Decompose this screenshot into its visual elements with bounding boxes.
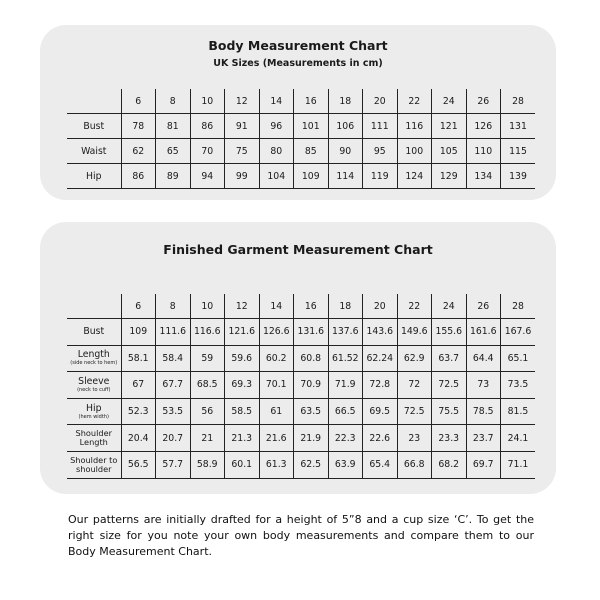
size-header-cell: 12: [225, 294, 260, 319]
size-header-cell: 14: [259, 294, 294, 319]
value-cell: 167.6: [501, 319, 536, 346]
size-header-cell: 6: [121, 89, 156, 114]
value-cell: 75.5: [432, 398, 467, 425]
value-cell: 62.24: [363, 345, 398, 372]
row-label: Bust: [83, 326, 105, 338]
size-header-cell: 14: [259, 89, 294, 114]
row-label-cell: [67, 398, 121, 425]
table-row: [67, 372, 535, 399]
size-header-cell: 26: [466, 89, 501, 114]
value-cell: 64.4: [466, 345, 501, 372]
row-label: Shoulder to shoulder: [70, 454, 118, 474]
row-label: Hip: [86, 170, 102, 182]
row-label-cell: [67, 345, 121, 372]
value-cell: 78: [121, 114, 156, 139]
corner-cell: [67, 89, 121, 114]
value-cell: 57.7: [156, 451, 191, 478]
value-cell: 111.6: [156, 319, 191, 346]
value-cell: 129: [432, 164, 467, 189]
value-cell: 71.9: [328, 372, 363, 399]
table-row: [67, 425, 535, 452]
size-header-cell: 16: [294, 294, 329, 319]
size-header-cell: 20: [363, 89, 398, 114]
value-cell: 70: [190, 139, 225, 164]
size-header-cell: 16: [294, 89, 329, 114]
size-header-row: [67, 294, 535, 319]
value-cell: 86: [190, 114, 225, 139]
value-cell: 22.3: [328, 425, 363, 452]
value-cell: 56.5: [121, 451, 156, 478]
size-header-cell: 18: [328, 89, 363, 114]
row-label-cell: [67, 139, 121, 164]
row-label: Hip: [86, 402, 102, 414]
size-header-cell: 8: [156, 294, 191, 319]
value-cell: 106: [328, 114, 363, 139]
value-cell: 63.5: [294, 398, 329, 425]
value-cell: 69.3: [225, 372, 260, 399]
body-measurement-card: [40, 25, 556, 200]
garment-measurement-card: [40, 222, 556, 494]
value-cell: 89: [156, 164, 191, 189]
value-cell: 81: [156, 114, 191, 139]
size-header-cell: 26: [466, 294, 501, 319]
value-cell: 58.1: [121, 345, 156, 372]
value-cell: 143.6: [363, 319, 398, 346]
value-cell: 75: [225, 139, 260, 164]
table-row: [67, 164, 535, 189]
size-header-cell: 6: [121, 294, 156, 319]
row-label: Length: [77, 349, 110, 361]
size-header-cell: 24: [432, 294, 467, 319]
value-cell: 20.4: [121, 425, 156, 452]
row-sublabel: (side neck to hem): [70, 360, 118, 367]
value-cell: 60.1: [225, 451, 260, 478]
value-cell: 59: [190, 345, 225, 372]
table-row: [67, 451, 535, 478]
value-cell: 121.6: [225, 319, 260, 346]
row-label: Sleeve: [78, 375, 110, 387]
value-cell: 124: [397, 164, 432, 189]
value-cell: 66.5: [328, 398, 363, 425]
value-cell: 58.9: [190, 451, 225, 478]
value-cell: 20.7: [156, 425, 191, 452]
value-cell: 95: [363, 139, 398, 164]
sizing-note: Our patterns are initially drafted for a height of 5”8 and a cup size ‘C’. To get the right size for you note your own body measurements and compare them to our Body Measurement Chart.: [68, 513, 534, 558]
body-measurement-table: [67, 89, 535, 189]
value-cell: 94: [190, 164, 225, 189]
value-cell: 111: [363, 114, 398, 139]
value-cell: 114: [328, 164, 363, 189]
value-cell: 62.9: [397, 345, 432, 372]
value-cell: 72.5: [397, 398, 432, 425]
size-header-cell: 10: [190, 89, 225, 114]
value-cell: 96: [259, 114, 294, 139]
size-header-cell: 12: [225, 89, 260, 114]
value-cell: 58.5: [225, 398, 260, 425]
value-cell: 72: [397, 372, 432, 399]
value-cell: 58.4: [156, 345, 191, 372]
body-chart-subtitle: UK Sizes (Measurements in cm): [213, 58, 383, 69]
value-cell: 105: [432, 139, 467, 164]
value-cell: 121: [432, 114, 467, 139]
row-label-cell: [67, 425, 121, 452]
row-sublabel: (neck to cuff): [77, 386, 111, 393]
value-cell: 101: [294, 114, 329, 139]
size-header-cell: 24: [432, 89, 467, 114]
size-header-cell: 22: [397, 89, 432, 114]
value-cell: 99: [225, 164, 260, 189]
value-cell: 78.5: [466, 398, 501, 425]
value-cell: 68.2: [432, 451, 467, 478]
size-header-cell: 20: [363, 294, 398, 319]
value-cell: 60.2: [259, 345, 294, 372]
value-cell: 21.6: [259, 425, 294, 452]
value-cell: 62.5: [294, 451, 329, 478]
value-cell: 116.6: [190, 319, 225, 346]
value-cell: 100: [397, 139, 432, 164]
value-cell: 52.3: [121, 398, 156, 425]
value-cell: 126: [466, 114, 501, 139]
row-label: Shoulder Length: [75, 428, 112, 448]
value-cell: 119: [363, 164, 398, 189]
garment-measurement-table: [67, 294, 535, 479]
table-row: [67, 345, 535, 372]
value-cell: 66.8: [397, 451, 432, 478]
value-cell: 72.8: [363, 372, 398, 399]
value-cell: 21: [190, 425, 225, 452]
value-cell: 61.3: [259, 451, 294, 478]
corner-cell: [67, 294, 121, 319]
body-chart-title: Body Measurement Chart: [208, 38, 388, 53]
value-cell: 23.7: [466, 425, 501, 452]
value-cell: 110: [466, 139, 501, 164]
value-cell: 91: [225, 114, 260, 139]
value-cell: 53.5: [156, 398, 191, 425]
value-cell: 56: [190, 398, 225, 425]
value-cell: 139: [501, 164, 536, 189]
row-label: Bust: [83, 120, 105, 132]
value-cell: 155.6: [432, 319, 467, 346]
value-cell: 85: [294, 139, 329, 164]
value-cell: 104: [259, 164, 294, 189]
table-row: [67, 114, 535, 139]
value-cell: 24.1: [501, 425, 536, 452]
value-cell: 65: [156, 139, 191, 164]
value-cell: 71.1: [501, 451, 536, 478]
value-cell: 21.9: [294, 425, 329, 452]
value-cell: 60.8: [294, 345, 329, 372]
size-header-cell: 22: [397, 294, 432, 319]
value-cell: 68.5: [190, 372, 225, 399]
size-header-cell: 28: [501, 294, 536, 319]
value-cell: 73.5: [501, 372, 536, 399]
value-cell: 70.9: [294, 372, 329, 399]
value-cell: 81.5: [501, 398, 536, 425]
value-cell: 70.1: [259, 372, 294, 399]
value-cell: 80: [259, 139, 294, 164]
size-header-row: [67, 89, 535, 114]
value-cell: 62: [121, 139, 156, 164]
table-row: [67, 139, 535, 164]
value-cell: 109: [294, 164, 329, 189]
garment-chart-title: Finished Garment Measurement Chart: [163, 242, 433, 257]
value-cell: 65.4: [363, 451, 398, 478]
value-cell: 22.6: [363, 425, 398, 452]
row-label-cell: [67, 372, 121, 399]
value-cell: 131.6: [294, 319, 329, 346]
row-label-cell: [67, 114, 121, 139]
value-cell: 90: [328, 139, 363, 164]
row-label-cell: [67, 319, 121, 346]
value-cell: 23.3: [432, 425, 467, 452]
row-label-cell: [67, 164, 121, 189]
size-header-cell: 8: [156, 89, 191, 114]
value-cell: 73: [466, 372, 501, 399]
value-cell: 23: [397, 425, 432, 452]
value-cell: 161.6: [466, 319, 501, 346]
value-cell: 116: [397, 114, 432, 139]
row-label: Waist: [81, 145, 107, 157]
value-cell: 63.9: [328, 451, 363, 478]
value-cell: 65.1: [501, 345, 536, 372]
value-cell: 137.6: [328, 319, 363, 346]
size-header-cell: 18: [328, 294, 363, 319]
size-header-cell: 28: [501, 89, 536, 114]
value-cell: 69.7: [466, 451, 501, 478]
value-cell: 59.6: [225, 345, 260, 372]
value-cell: 72.5: [432, 372, 467, 399]
value-cell: 109: [121, 319, 156, 346]
size-header-cell: 10: [190, 294, 225, 319]
table-row: [67, 319, 535, 346]
value-cell: 61.52: [328, 345, 363, 372]
value-cell: 69.5: [363, 398, 398, 425]
row-label-cell: [67, 451, 121, 478]
value-cell: 131: [501, 114, 536, 139]
row-sublabel: (hem width): [78, 413, 109, 420]
value-cell: 86: [121, 164, 156, 189]
value-cell: 63.7: [432, 345, 467, 372]
table-row: [67, 398, 535, 425]
value-cell: 149.6: [397, 319, 432, 346]
value-cell: 21.3: [225, 425, 260, 452]
value-cell: 134: [466, 164, 501, 189]
value-cell: 61: [259, 398, 294, 425]
value-cell: 67.7: [156, 372, 191, 399]
value-cell: 115: [501, 139, 536, 164]
value-cell: 126.6: [259, 319, 294, 346]
value-cell: 67: [121, 372, 156, 399]
